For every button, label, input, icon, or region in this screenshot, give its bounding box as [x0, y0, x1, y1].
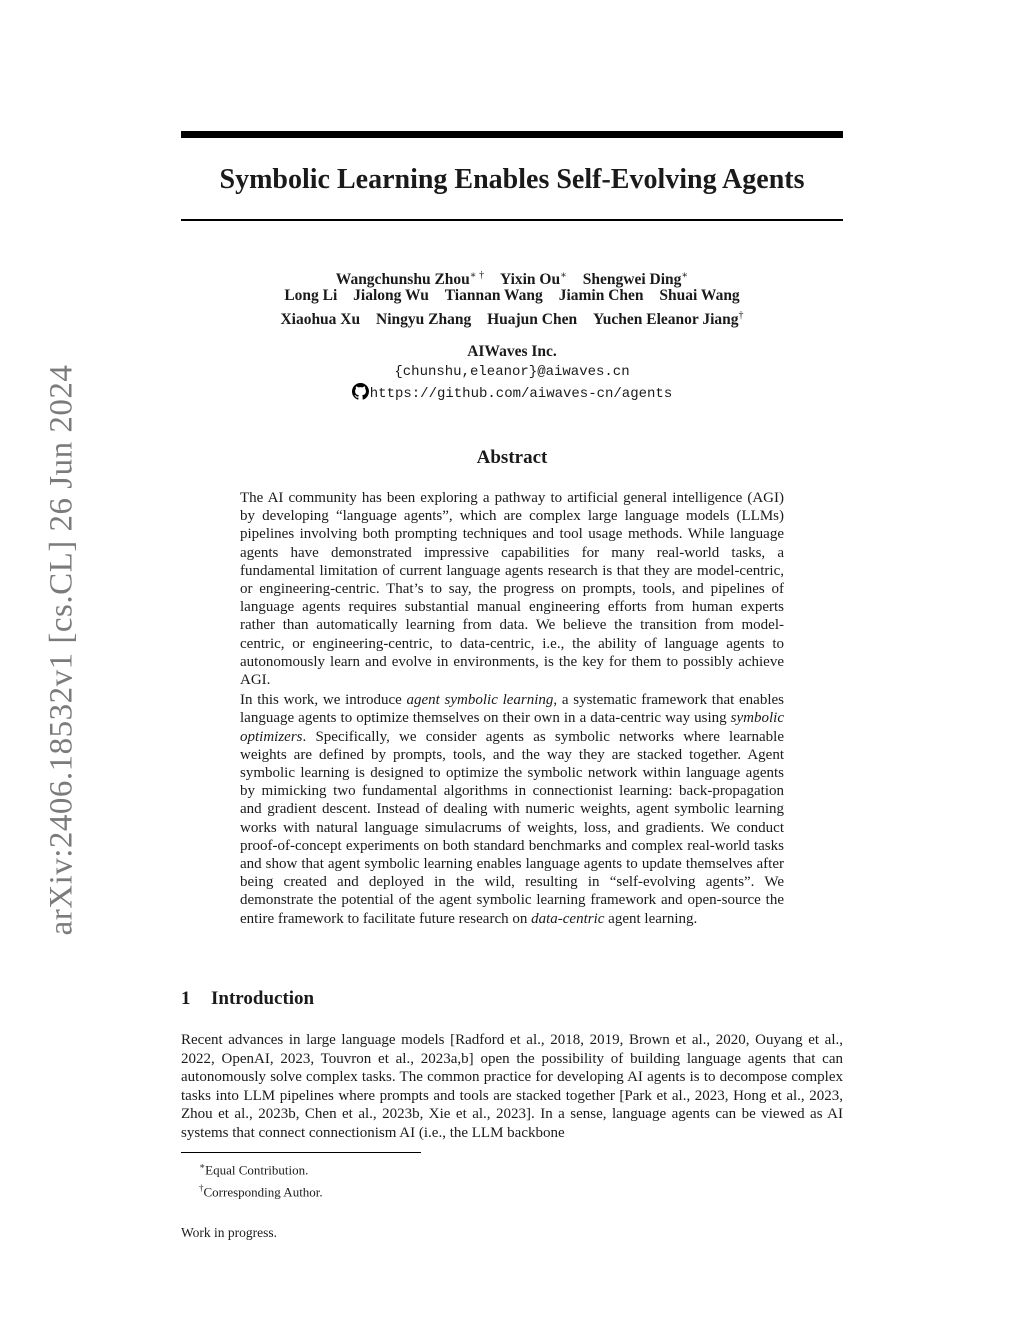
author-mark: † [738, 310, 744, 321]
footnotes [199, 1157, 323, 1202]
title-bottom-rule [181, 219, 843, 221]
author-mark: ∗ [560, 270, 567, 281]
section-heading-introduction [181, 988, 314, 1010]
affiliation [181, 342, 843, 404]
emphasis: data-centric [531, 910, 605, 927]
title-top-rule [181, 131, 843, 138]
abstract-heading: Abstract [476, 447, 548, 468]
author-list [181, 266, 843, 329]
footnote-rule [181, 1152, 421, 1153]
footnote: †Corresponding Author. [199, 1183, 323, 1200]
author: Yuchen Eleanor Jiang† [592, 310, 744, 329]
github-icon [352, 383, 369, 400]
author: Huajun Chen [487, 311, 578, 329]
author: Xiaohua Xu [280, 311, 361, 329]
author: Wangchunshu Zhou∗ † [335, 270, 485, 289]
github-link[interactable] [181, 383, 843, 404]
author: Jiamin Chen [558, 287, 644, 304]
abstract-paragraph-2: In this work, we introduce agent symbolic learning, a systematic framework that enables language agents to optimize themselves on their own in a data-centric way using symbolic optimizers. Specifically, we consider agents as symbolic networks where learnable weights are defined by prompts, tools, and the way they are stacked together. Agent symbolic learning is designed to optimize the symbolic network within language agents by mimicking two fundamental algorithms in connectionist learning: back-propagation and gradient descent. Instead of dealing with numeric weights, agent symbolic learning works with natural language simulacrums of weights, loss, and gradients. We conduct proof-of-concept experiments on both standard benchmarks and complex real-world tasks and show that agent symbolic learning enables language agents to update themselves after being created and deployed in the wild, resulting in “self-evolving agents”. We demonstrate the potential of the agent symbolic learning framework and open-source the entire framework to facilitate future research on data-centric agent learning. [240, 692, 784, 927]
emphasis: symbolic optimizers [240, 710, 784, 745]
affiliation-org: AIWaves Inc. [467, 343, 557, 360]
author-mark: ∗ [681, 270, 689, 281]
footnote: ∗Equal Contribution. [199, 1161, 309, 1178]
author-line-2 [181, 286, 843, 306]
author-mark: ∗ † [469, 270, 485, 281]
github-link-text: https://github.com/aiwaves-cn/agents [369, 386, 673, 402]
author: Ningyu Zhang [376, 311, 472, 329]
author: Jialong Wu [353, 287, 429, 304]
author: Shengwei Ding∗ [582, 270, 689, 289]
abstract-paragraph-1: The AI community has been exploring a pathway to artificial general intelligence (AGI) by developing “language agents”, which are complex large language models (LLMs) pipelines involving both prompting techniques and tool usage methods. While language agents have demonstrated impressive capabilities for many real-world tasks, a fundamental limitation of current language agents research is that they are model-centric, or engineering-centric. That’s to say, the progress on prompts, tools, and pipelines of language agents requires substantial manual engineering efforts from human experts rather than automatically learning from data. We believe the transition from model-centric, or engineering-centric, to data-centric, i.e., the ability of language agents to autonomously learn and evolve in environments, is the key for them to possibly achieve AGI. [240, 490, 784, 689]
abstract-body [240, 489, 784, 930]
emphasis: agent symbolic learning [406, 692, 554, 709]
author: Tiannan Wang [444, 287, 543, 304]
section-number: 1 [181, 988, 191, 1009]
author: Shuai Wang [659, 287, 740, 304]
affiliation-email: {chunshu,eleanor}@aiwaves.cn [394, 364, 630, 380]
introduction-paragraph: Recent advances in large language models [Radford et al., 2018, 2019, Brown et al., 2020, Ouyang et al., 2022, OpenAI, 2023, Touvron et al., 2023a,b] open the possibility of building language agents that can autonomously solve complex tasks. The common practice for developing AI agents is to decompose complex tasks into LLM pipelines where prompts and tools are stacked together [Park et al., 2023, Hong et al., 2023, Zhou et al., 2023b, Chen et al., 2023b, Xie et al., 2023]. In a sense, language agents can be viewed as AI systems that connect connectionism AI (i.e., the LLM backbone [181, 1032, 843, 1141]
author-line-1 [181, 266, 843, 289]
author-line-3 [181, 306, 843, 329]
author: Long Li [284, 287, 338, 304]
arxiv-stamp: arXiv:2406.18532v1 [cs.CL] 26 Jun 2024 [43, 364, 80, 936]
paper-title: Symbolic Learning Enables Self-Evolving Agents [219, 164, 805, 195]
footer-note: Work in progress. [181, 1225, 278, 1240]
section-title: Introduction [211, 988, 315, 1009]
author: Yixin Ou∗ [499, 270, 567, 289]
